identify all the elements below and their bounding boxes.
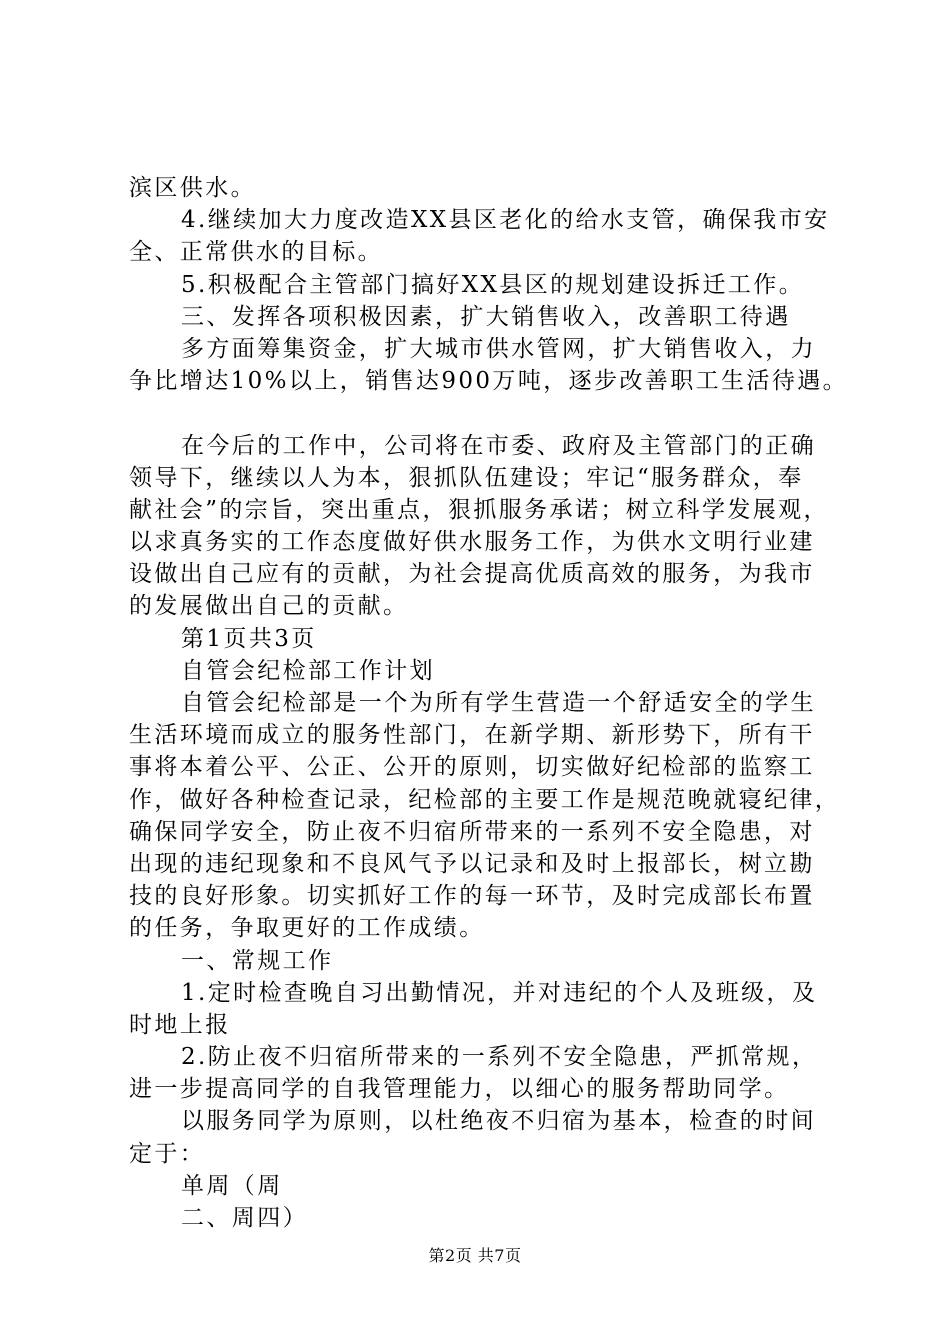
text-line: 以服务同学为原则，以杜绝夜不归宿为基本，检查的时间 <box>181 1108 816 1135</box>
text-line: 生活环境而成立的服务性部门，在新学期、新形势下，所有干 <box>129 722 815 749</box>
text-line: 设做出自己应有的贡献，为社会提高优质高效的服务，为我市 <box>129 561 815 588</box>
text-line: 单周（周 <box>181 1172 283 1199</box>
text-line: 5.积极配合主管部门搞好XX县区的规划建设拆迁工作。 <box>181 271 805 298</box>
text-line: 时地上报 <box>129 1011 231 1038</box>
text-line: 的任务，争取更好的工作成绩。 <box>129 915 485 942</box>
text-line: 二、周四） <box>181 1205 308 1231</box>
blank-line <box>129 397 829 429</box>
section-heading: 一、常规工作 <box>181 947 334 974</box>
text-line: 确保同学安全，防止夜不归宿所带来的一系列不安全隐患，对 <box>129 818 815 845</box>
text-line: 多方面筹集资金，扩大城市供水管网，扩大销售收入，力 <box>181 335 816 362</box>
document-body <box>129 172 849 1234</box>
text-line: 进一步提高同学的自我管理能力，以细心的服务帮助同学。 <box>129 1076 790 1103</box>
section-heading: 三、发挥各项积极因素，扩大销售收入，改善职工待遇 <box>181 303 791 330</box>
text-line: 事将本着公平、公正、公开的原则，切实做好纪检部的监察工 <box>129 754 815 781</box>
text-line: 定于： <box>129 1140 206 1167</box>
text-line: 的发展做出自己的贡献。 <box>129 593 409 620</box>
text-line: 领导下，继续以人为本，狠抓队伍建设；牢记“服务群众，奉 <box>129 464 804 491</box>
text-line: 以求真务实的工作态度做好供水服务工作，为供水文明行业建 <box>129 529 815 556</box>
text-line: 滨区供水。 <box>129 175 256 201</box>
text-line: 献社会”的宗旨，突出重点，狠抓服务承诺；树立科学发展观， <box>129 496 829 523</box>
document-title: 自管会纪检部工作计划 <box>181 657 435 684</box>
text-line: 作，做好各种检查记录，纪检部的主要工作是规范晚就寝纪律， <box>129 786 841 813</box>
page-footer: 第2页 共7页 <box>428 1246 522 1265</box>
text-line: 出现的违纪现象和不良风气予以记录和及时上报部长，树立勘 <box>129 850 815 877</box>
text-line: 技的良好形象。切实抓好工作的每一环节，及时完成部长布置 <box>129 883 815 910</box>
text-line: 争比增达10%以上，销售达900万吨，逐步改善职工生活待遇。 <box>129 368 849 395</box>
text-line: 全、正常供水的目标。 <box>129 239 383 266</box>
inline-page-number: 第1页共3页 <box>181 625 317 652</box>
text-line: 在今后的工作中，公司将在市委、政府及主管部门的正确 <box>181 432 816 459</box>
text-line: 1.定时检查晚自习出勤情况，并对违纪的个人及班级，及 <box>181 979 818 1006</box>
text-line: 2.防止夜不归宿所带来的一系列不安全隐患，严抓常规， <box>181 1044 818 1071</box>
text-line: 4.继续加大力度改造XX县区老化的给水支管，确保我市安 <box>181 207 830 234</box>
text-line: 自管会纪检部是一个为所有学生营造一个舒适安全的学生 <box>181 690 816 716</box>
